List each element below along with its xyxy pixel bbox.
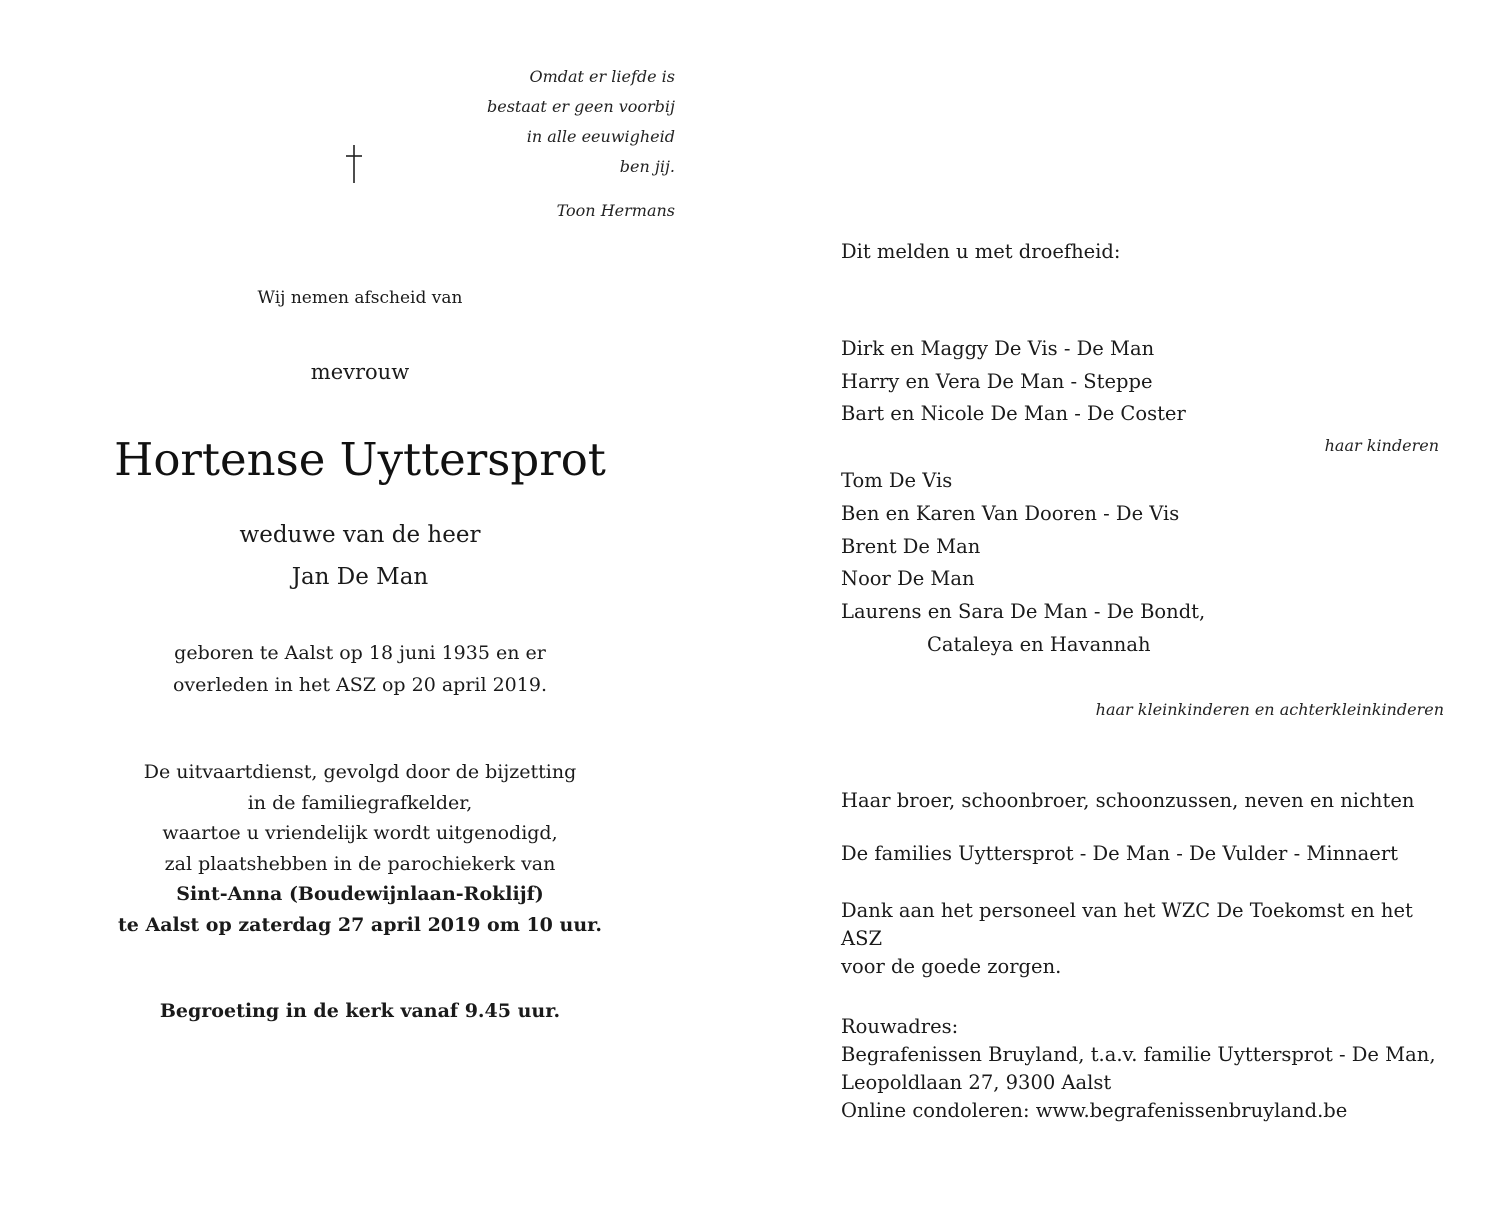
widow-of bbox=[60, 514, 660, 598]
child-entry: Harry en Vera De Man - Steppe bbox=[841, 369, 1153, 393]
children-caption: haar kinderen bbox=[1324, 436, 1439, 455]
intro-text: Wij nemen afscheid van bbox=[257, 288, 463, 308]
grandchildren-caption: haar kleinkinderen en achterkleinkinderen bbox=[1095, 700, 1444, 719]
grandchildren-list bbox=[841, 465, 1205, 662]
cross-icon bbox=[340, 143, 368, 185]
grandchild-entry: Brent De Man bbox=[841, 534, 981, 558]
grandchild-entry: Noor De Man bbox=[841, 567, 975, 591]
condolence-link: Online condoleren: www.begrafenissenbruyland.be bbox=[841, 1099, 1348, 1122]
ceremony-line: waartoe u vriendelijk wordt uitgenodigd, bbox=[162, 822, 558, 844]
great-grandchild-entry: Cataleya en Havannah bbox=[927, 632, 1151, 656]
ceremony-date: te Aalst op zaterdag 27 april 2019 om 10 uur. bbox=[117, 913, 603, 936]
ceremony-line: De uitvaartdienst, gevolgd door de bijzetting bbox=[143, 761, 577, 783]
children-list bbox=[841, 333, 1186, 431]
funeral-ceremony bbox=[60, 757, 660, 940]
thanks-line: voor de goede zorgen. bbox=[841, 955, 1062, 978]
quote-line: ben jij. bbox=[619, 157, 675, 176]
died-line: overleden in het ASZ op 20 april 2019. bbox=[172, 674, 547, 696]
poem-quote bbox=[487, 62, 675, 182]
child-entry: Dirk en Maggy De Vis - De Man bbox=[841, 337, 1155, 360]
grandchild-entry: Laurens en Sara De Man - De Bondt, bbox=[841, 600, 1206, 624]
greeting-time: Begroeting in de kerk vanaf 9.45 uur. bbox=[159, 1000, 561, 1022]
born-line: geboren te Aalst op 18 juni 1935 en er bbox=[174, 642, 546, 664]
families-line: De families Uyttersprot - De Man - De Vulder - Minnaert bbox=[841, 842, 1399, 865]
quote-line: bestaat er geen voorbij bbox=[487, 97, 675, 116]
quote-line: in alle eeuwigheid bbox=[526, 127, 675, 146]
deceased-name: Hortense Uyttersprot bbox=[114, 433, 606, 486]
address-line: Leopoldlaan 27, 9300 Aalst bbox=[841, 1071, 1112, 1094]
announcement-heading: Dit melden u met droefheid: bbox=[841, 240, 1121, 263]
grandchild-entry: Ben en Karen Van Dooren - De Vis bbox=[841, 501, 1180, 525]
honorific: mevrouw bbox=[310, 360, 410, 384]
child-entry: Bart en Nicole De Man - De Coster bbox=[841, 402, 1186, 425]
address-heading: Rouwadres: bbox=[841, 1015, 959, 1038]
thanks-text bbox=[841, 897, 1441, 981]
thanks-line: Dank aan het personeel van het WZC De Toekomst en het ASZ bbox=[841, 899, 1413, 950]
ceremony-church: Sint-Anna (Boudewijnlaan-Roklijf) bbox=[176, 883, 544, 905]
quote-author: Toon Hermans bbox=[556, 201, 675, 220]
ceremony-line: in de familiegrafkelder, bbox=[247, 791, 473, 814]
ceremony-line: zal plaatshebben in de parochiekerk van bbox=[164, 852, 556, 875]
widow-line: Jan De Man bbox=[291, 564, 429, 590]
address-line: Begrafenissen Bruyland, t.a.v. familie Uyttersprot - De Man, bbox=[841, 1043, 1436, 1066]
birth-death-info bbox=[60, 637, 660, 701]
mourning-address bbox=[841, 1013, 1436, 1125]
siblings-line: Haar broer, schoonbroer, schoonzussen, neven en nichten bbox=[841, 789, 1415, 812]
grandchild-entry: Tom De Vis bbox=[841, 469, 953, 492]
quote-line: Omdat er liefde is bbox=[529, 67, 675, 86]
widow-line: weduwe van de heer bbox=[239, 522, 481, 548]
